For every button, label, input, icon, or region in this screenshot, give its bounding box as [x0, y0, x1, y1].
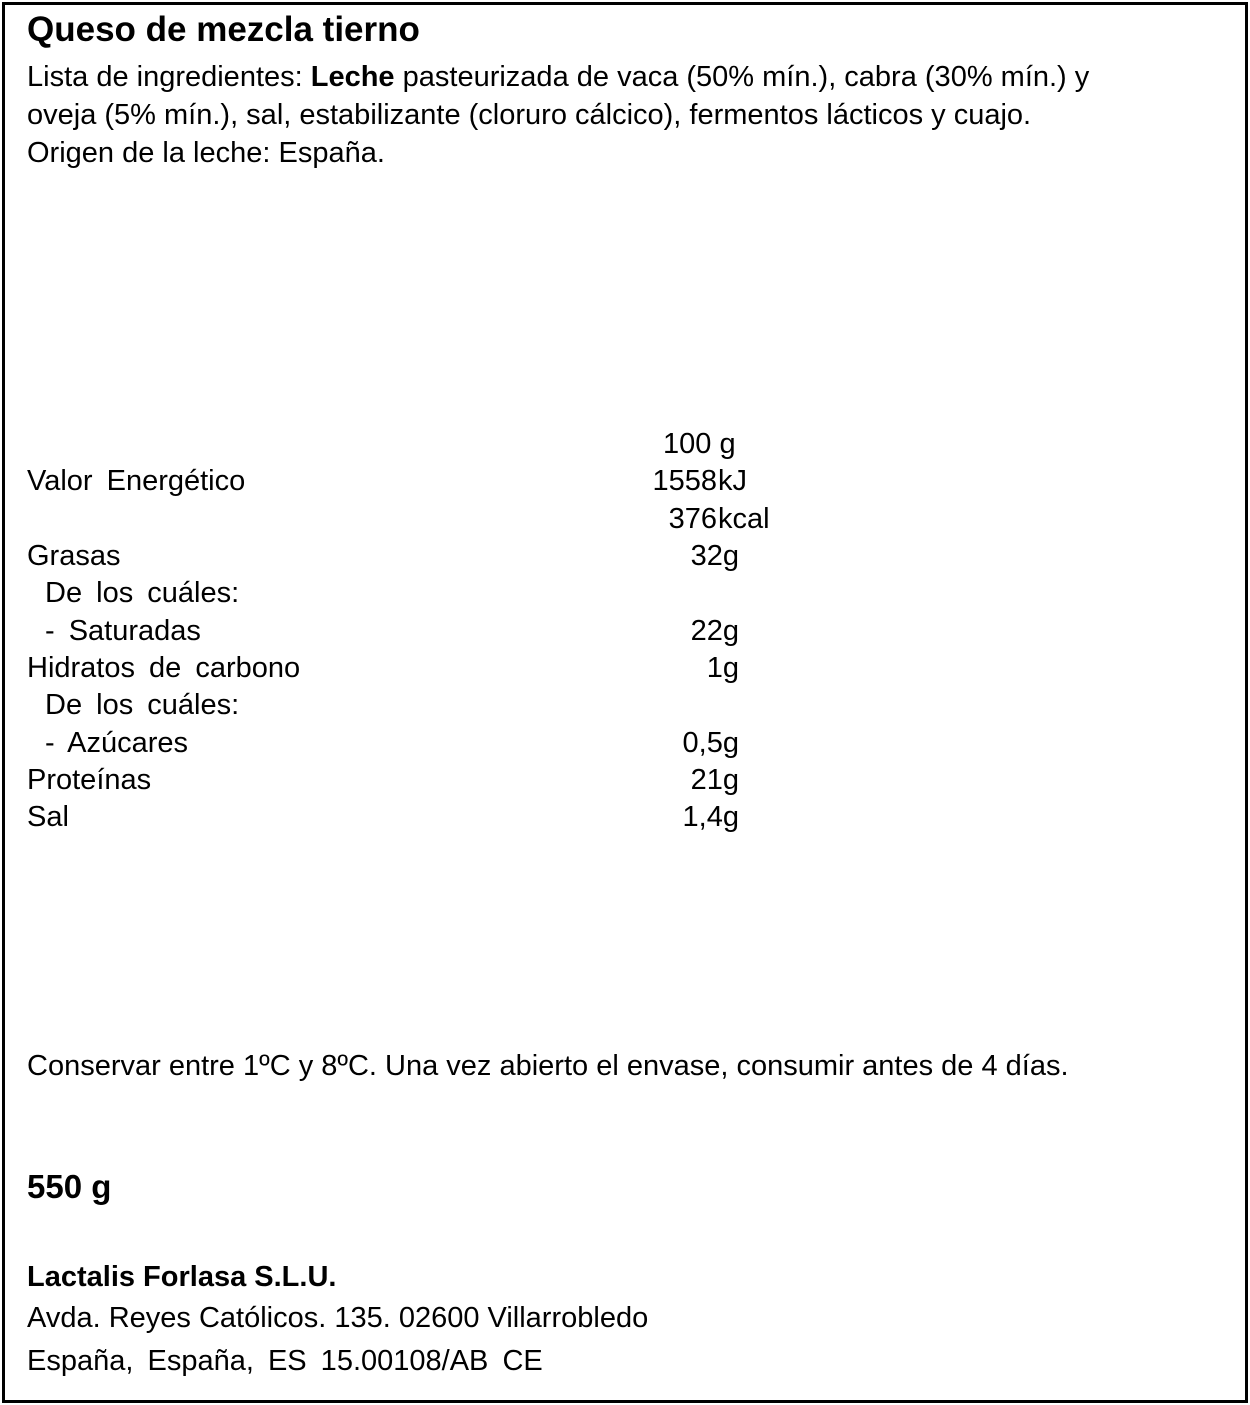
nutrition-value: 376: [668, 503, 717, 535]
nutrition-label: - Azúcares: [45, 727, 188, 759]
product-title: Queso de mezcla tierno: [27, 10, 420, 49]
nutrition-row: [27, 800, 827, 834]
nutrition-row: [27, 688, 827, 722]
nutrition-unit: kJ: [718, 465, 747, 497]
company-address: Avda. Reyes Católicos. 135. 02600 Villarrobledo: [27, 1302, 649, 1334]
nutrition-row: [27, 576, 827, 610]
nutrition-row-energy-kj: [27, 464, 827, 498]
nutrition-label: Sal: [27, 801, 69, 833]
company-name: Lactalis Forlasa S.L.U.: [27, 1261, 337, 1293]
nutrition-label: De los cuáles:: [45, 577, 240, 609]
storage-instructions: Conservar entre 1ºC y 8ºC. Una vez abierto el envase, consumir antes de 4 días.: [27, 1050, 1069, 1082]
nutrition-value: 22g: [690, 615, 739, 647]
nutrition-row-energy-kcal: [27, 502, 827, 536]
ingredients-bold-word: Leche: [310, 61, 395, 93]
nutrition-value: 21g: [690, 764, 739, 796]
net-weight: 550 g: [27, 1168, 112, 1205]
nutrition-unit: kcal: [718, 503, 770, 535]
nutrition-label: De los cuáles:: [45, 689, 240, 721]
nutrition-value: 1g: [706, 652, 739, 684]
nutrition-row: [27, 614, 827, 648]
product-label: [2, 2, 1248, 1403]
nutrition-label: - Saturadas: [45, 615, 201, 647]
nutrition-row: [27, 539, 827, 573]
company-country-line: España, España, ES 15.00108/AB CE: [27, 1345, 543, 1377]
nutrition-value: 32g: [690, 540, 739, 572]
nutrition-value: 1,4g: [682, 801, 739, 833]
ingredients-line-1: [27, 60, 1089, 94]
ingredients-line-1-rest: pasteurizada de vaca (50% mín.), cabra (30% mín.) y: [394, 61, 1090, 93]
nutrition-label: Proteínas: [27, 764, 152, 796]
nutrition-label: Hidratos de carbono: [27, 652, 301, 684]
milk-origin: Origen de la leche: España.: [27, 137, 385, 169]
nutrition-row: [27, 651, 827, 685]
nutrition-row: [27, 763, 827, 797]
nutrition-row: [27, 726, 827, 760]
nutrition-value: 0,5g: [682, 727, 739, 759]
nutrition-label: Grasas: [27, 540, 121, 572]
nutrition-value: 1558: [652, 465, 717, 497]
ingredients-line-2: oveja (5% mín.), sal, estabilizante (cloruro cálcico), fermentos lácticos y cuajo.: [27, 99, 1032, 131]
ingredients-prefix: Lista de ingredientes:: [27, 61, 311, 93]
nutrition-label: Valor Energético: [27, 465, 246, 497]
nutrition-header: 100 g: [663, 428, 736, 460]
